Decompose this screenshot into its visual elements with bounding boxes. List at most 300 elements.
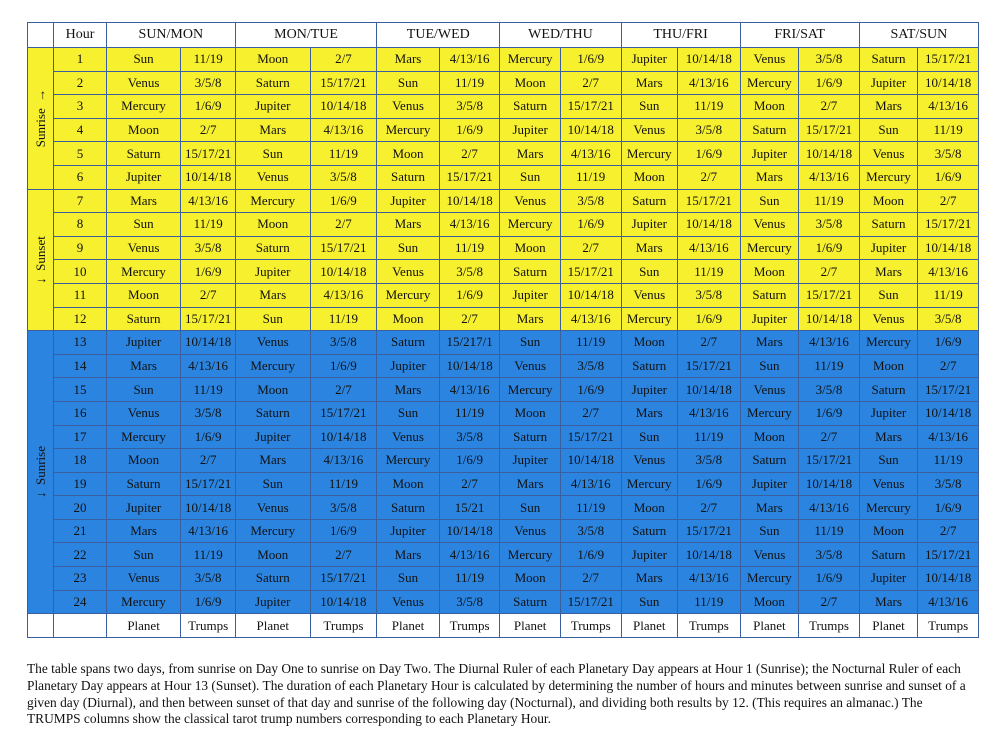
planet-cell: Moon (377, 472, 440, 496)
trumps-cell: 4/13/16 (678, 71, 741, 95)
planet-cell: Mars (235, 118, 310, 142)
day-header: SUN/MON (106, 23, 235, 48)
planet-cell: Jupiter (621, 48, 678, 72)
planet-cell: Sun (859, 283, 918, 307)
hour-cell: 4 (54, 118, 106, 142)
trumps-cell: 1/6/9 (439, 283, 500, 307)
planet-cell: Moon (859, 354, 918, 378)
planet-cell: Mars (377, 543, 440, 567)
planet-cell: Venus (859, 472, 918, 496)
planet-cell: Mercury (106, 95, 181, 119)
planet-cell: Mars (740, 331, 799, 355)
hour-cell: 13 (54, 331, 106, 355)
planet-cell: Sun (621, 425, 678, 449)
planet-cell: Mars (500, 307, 561, 331)
planet-cell: Mars (740, 165, 799, 189)
trumps-cell: 1/6/9 (181, 590, 236, 614)
trumps-cell: 10/14/18 (678, 213, 741, 237)
trumps-cell: 2/7 (310, 213, 377, 237)
planet-cell: Moon (377, 142, 440, 166)
trumps-cell: 10/14/18 (439, 354, 500, 378)
trumps-cell: 2/7 (310, 48, 377, 72)
planet-cell: Saturn (377, 331, 440, 355)
footer-row (28, 614, 979, 638)
table-row (28, 118, 979, 142)
table-row (28, 260, 979, 284)
planet-cell: Mars (377, 378, 440, 402)
planet-cell: Venus (235, 331, 310, 355)
trumps-cell: 15/17/21 (560, 260, 621, 284)
planet-cell: Mars (106, 354, 181, 378)
hour-cell: 23 (54, 567, 106, 591)
trumps-cell: 3/5/8 (799, 543, 860, 567)
trumps-cell: 2/7 (678, 496, 741, 520)
trumps-cell: 2/7 (918, 354, 979, 378)
planet-cell: Jupiter (859, 71, 918, 95)
trumps-cell: 11/19 (439, 401, 500, 425)
planet-cell: Sun (377, 567, 440, 591)
trumps-cell: 1/6/9 (181, 425, 236, 449)
planet-cell: Moon (621, 496, 678, 520)
trumps-cell: 3/5/8 (439, 590, 500, 614)
planet-cell: Mars (859, 590, 918, 614)
trumps-cell: 10/14/18 (799, 472, 860, 496)
planet-cell: Venus (106, 567, 181, 591)
planet-cell: Jupiter (235, 590, 310, 614)
trumps-cell: 3/5/8 (560, 354, 621, 378)
trumps-cell: 3/5/8 (799, 378, 860, 402)
table-row (28, 567, 979, 591)
trumps-cell: 1/6/9 (310, 519, 377, 543)
trumps-cell: 10/14/18 (181, 331, 236, 355)
trumps-cell: 2/7 (181, 283, 236, 307)
planet-cell: Saturn (859, 378, 918, 402)
planet-cell: Moon (235, 213, 310, 237)
side-label (33, 236, 49, 284)
trumps-cell: 4/13/16 (678, 567, 741, 591)
planet-cell: Jupiter (377, 519, 440, 543)
planet-cell: Jupiter (106, 165, 181, 189)
planet-cell: Venus (377, 590, 440, 614)
trumps-cell: 1/6/9 (799, 567, 860, 591)
footer-planet-label: Planet (235, 614, 310, 638)
trumps-cell: 1/6/9 (560, 378, 621, 402)
trumps-cell: 2/7 (181, 449, 236, 473)
trumps-cell: 1/6/9 (181, 95, 236, 119)
trumps-cell: 11/19 (181, 543, 236, 567)
trumps-cell: 4/13/16 (799, 496, 860, 520)
planet-cell: Venus (377, 425, 440, 449)
trumps-cell: 3/5/8 (678, 449, 741, 473)
footer-planet-label: Planet (377, 614, 440, 638)
arrow-icon: ↓ (32, 277, 48, 284)
hour-cell: 19 (54, 472, 106, 496)
trumps-cell: 1/6/9 (918, 496, 979, 520)
table-row (28, 307, 979, 331)
trumps-cell: 1/6/9 (439, 118, 500, 142)
planet-cell: Venus (859, 307, 918, 331)
planet-cell: Venus (500, 354, 561, 378)
planet-cell: Sun (106, 213, 181, 237)
trumps-cell: 10/14/18 (678, 378, 741, 402)
trumps-cell: 10/14/18 (181, 496, 236, 520)
hour-cell: 20 (54, 496, 106, 520)
planet-cell: Saturn (235, 71, 310, 95)
planet-cell: Venus (106, 71, 181, 95)
planet-cell: Mercury (235, 519, 310, 543)
planet-cell: Mars (621, 567, 678, 591)
trumps-cell: 11/19 (181, 378, 236, 402)
planet-cell: Saturn (859, 213, 918, 237)
planet-cell: Sun (235, 472, 310, 496)
table-row (28, 71, 979, 95)
trumps-cell: 11/19 (678, 590, 741, 614)
planet-cell: Sun (859, 449, 918, 473)
planet-cell: Jupiter (859, 567, 918, 591)
planet-cell: Venus (740, 213, 799, 237)
trumps-cell: 10/14/18 (918, 567, 979, 591)
planet-cell: Jupiter (106, 331, 181, 355)
planet-cell: Jupiter (621, 213, 678, 237)
trumps-cell: 15/17/21 (439, 165, 500, 189)
planet-cell: Saturn (621, 354, 678, 378)
planet-cell: Moon (500, 567, 561, 591)
planet-cell: Sun (500, 165, 561, 189)
trumps-cell: 2/7 (560, 71, 621, 95)
trumps-cell: 2/7 (918, 519, 979, 543)
trumps-cell: 15/17/21 (678, 189, 741, 213)
planet-cell: Saturn (106, 472, 181, 496)
planet-cell: Saturn (235, 236, 310, 260)
trumps-cell: 4/13/16 (439, 543, 500, 567)
trumps-cell: 11/19 (181, 213, 236, 237)
day-header: SAT/SUN (859, 23, 978, 48)
hour-cell: 3 (54, 95, 106, 119)
trumps-cell: 15/17/21 (560, 425, 621, 449)
trumps-cell: 11/19 (918, 449, 979, 473)
table-row (28, 331, 979, 355)
trumps-cell: 3/5/8 (799, 48, 860, 72)
trumps-cell: 11/19 (918, 118, 979, 142)
trumps-cell: 15/17/21 (310, 236, 377, 260)
trumps-cell: 4/13/16 (181, 354, 236, 378)
planet-cell: Venus (235, 496, 310, 520)
trumps-cell: 4/13/16 (560, 472, 621, 496)
trumps-cell: 11/19 (678, 260, 741, 284)
corner-cell (28, 23, 54, 48)
trumps-cell: 4/13/16 (181, 519, 236, 543)
trumps-cell: 3/5/8 (439, 95, 500, 119)
trumps-cell: 10/14/18 (799, 307, 860, 331)
trumps-cell: 2/7 (560, 236, 621, 260)
planet-cell: Venus (500, 189, 561, 213)
trumps-cell: 4/13/16 (560, 307, 621, 331)
table-row (28, 165, 979, 189)
planet-cell: Jupiter (500, 283, 561, 307)
trumps-cell: 11/19 (310, 142, 377, 166)
planetary-hours-table (27, 22, 979, 638)
trumps-cell: 10/14/18 (799, 142, 860, 166)
footer-planet-label: Planet (740, 614, 799, 638)
trumps-cell: 3/5/8 (560, 519, 621, 543)
planet-cell: Moon (621, 165, 678, 189)
hour-cell: 8 (54, 213, 106, 237)
trumps-cell: 11/19 (678, 425, 741, 449)
planet-cell: Jupiter (500, 449, 561, 473)
planet-cell: Venus (106, 236, 181, 260)
planet-cell: Mercury (621, 472, 678, 496)
planet-cell: Saturn (859, 543, 918, 567)
footer-hour-cell (54, 614, 106, 638)
trumps-cell: 10/14/18 (310, 260, 377, 284)
table-row (28, 354, 979, 378)
table-row (28, 236, 979, 260)
planet-cell: Sun (500, 496, 561, 520)
table-row (28, 189, 979, 213)
side-label (33, 89, 49, 148)
table-row (28, 283, 979, 307)
hour-cell: 16 (54, 401, 106, 425)
trumps-cell: 3/5/8 (310, 331, 377, 355)
trumps-cell: 3/5/8 (678, 283, 741, 307)
planet-cell: Mercury (106, 425, 181, 449)
planet-cell: Moon (859, 519, 918, 543)
trumps-cell: 4/13/16 (799, 165, 860, 189)
planet-cell: Saturn (500, 425, 561, 449)
planet-cell: Mercury (106, 590, 181, 614)
planet-cell: Mercury (235, 354, 310, 378)
arrow-icon: ↓ (32, 491, 48, 499)
hour-header: Hour (54, 23, 106, 48)
hour-cell: 5 (54, 142, 106, 166)
hour-cell: 17 (54, 425, 106, 449)
planet-cell: Mercury (377, 118, 440, 142)
hour-cell: 1 (54, 48, 106, 72)
planet-cell: Moon (740, 95, 799, 119)
planet-cell: Mars (377, 213, 440, 237)
trumps-cell: 10/14/18 (918, 401, 979, 425)
arrow-icon: → (32, 89, 48, 103)
trumps-cell: 1/6/9 (799, 71, 860, 95)
hour-cell: 10 (54, 260, 106, 284)
table-row (28, 496, 979, 520)
trumps-cell: 10/14/18 (310, 425, 377, 449)
trumps-cell: 10/14/18 (678, 543, 741, 567)
trumps-cell: 3/5/8 (678, 118, 741, 142)
planet-cell: Saturn (740, 118, 799, 142)
trumps-cell: 15/17/21 (799, 283, 860, 307)
trumps-cell: 15/17/21 (310, 71, 377, 95)
trumps-cell: 11/19 (310, 472, 377, 496)
trumps-cell: 2/7 (918, 189, 979, 213)
side-label-text: Sunrise (32, 446, 48, 486)
trumps-cell: 2/7 (678, 165, 741, 189)
table-row (28, 401, 979, 425)
planet-cell: Mercury (235, 189, 310, 213)
trumps-cell: 3/5/8 (181, 236, 236, 260)
hour-cell: 7 (54, 189, 106, 213)
trumps-cell: 15/17/21 (918, 543, 979, 567)
trumps-cell: 1/6/9 (181, 260, 236, 284)
trumps-cell: 10/14/18 (678, 48, 741, 72)
footer-trumps-label: Trumps (918, 614, 979, 638)
planet-cell: Sun (235, 307, 310, 331)
trumps-cell: 11/19 (560, 496, 621, 520)
table-row (28, 213, 979, 237)
trumps-cell: 2/7 (678, 331, 741, 355)
trumps-cell: 15/17/21 (799, 449, 860, 473)
trumps-cell: 10/14/18 (439, 519, 500, 543)
planet-cell: Mars (235, 449, 310, 473)
trumps-cell: 10/14/18 (918, 236, 979, 260)
footer-planet-label: Planet (859, 614, 918, 638)
trumps-cell: 1/6/9 (310, 189, 377, 213)
trumps-cell: 11/19 (799, 354, 860, 378)
footer-corner-cell (28, 614, 54, 638)
trumps-cell: 2/7 (560, 567, 621, 591)
planet-cell: Saturn (377, 165, 440, 189)
footer-planet-label: Planet (106, 614, 181, 638)
planet-cell: Jupiter (859, 401, 918, 425)
trumps-cell: 4/13/16 (678, 236, 741, 260)
trumps-cell: 3/5/8 (181, 401, 236, 425)
planet-cell: Saturn (235, 401, 310, 425)
table-row (28, 48, 979, 72)
trumps-cell: 15/17/21 (678, 519, 741, 543)
hour-cell: 14 (54, 354, 106, 378)
hour-cell: 15 (54, 378, 106, 402)
trumps-cell: 4/13/16 (918, 260, 979, 284)
planet-cell: Sun (859, 118, 918, 142)
planet-cell: Venus (740, 378, 799, 402)
planet-cell: Venus (377, 260, 440, 284)
planet-cell: Mercury (859, 165, 918, 189)
planet-cell: Moon (740, 590, 799, 614)
trumps-cell: 1/6/9 (799, 401, 860, 425)
planet-cell: Sun (377, 71, 440, 95)
planet-cell: Mars (235, 283, 310, 307)
hour-cell: 9 (54, 236, 106, 260)
planet-cell: Moon (740, 425, 799, 449)
footer-planet-label: Planet (500, 614, 561, 638)
trumps-cell: 15/17/21 (181, 142, 236, 166)
planet-cell: Saturn (500, 590, 561, 614)
table-row (28, 449, 979, 473)
planet-cell: Mars (859, 260, 918, 284)
planet-cell: Moon (377, 307, 440, 331)
trumps-cell: 2/7 (799, 425, 860, 449)
trumps-cell: 1/6/9 (918, 331, 979, 355)
planet-cell: Moon (235, 378, 310, 402)
table-caption: The table spans two days, from sunrise on Day One to sunrise on Day Two. The Diurnal Ruler of each Planetary Day appears at Hour 1 (Sunrise); the Nocturnal Ruler of each Planetary Day appears at Hour 13 (Sunset). The duration of each Planetary Hour is calculated by determining the number of hours and minutes between sunrise and sunset of a given day (Diurnal), and then between sunset of that day and sunrise of the following day (Nocturnal), and dividing both results by 12. (This requires an almanac.) The TRUMPS columns show the classical tarot trump numbers corresponding to each Planetary Hour. (27, 661, 966, 727)
planet-cell: Venus (377, 95, 440, 119)
trumps-cell: 3/5/8 (310, 165, 377, 189)
trumps-cell: 2/7 (181, 118, 236, 142)
trumps-cell: 11/19 (181, 48, 236, 72)
trumps-cell: 1/6/9 (799, 236, 860, 260)
planet-cell: Saturn (235, 567, 310, 591)
planet-cell: Jupiter (235, 260, 310, 284)
side-label (33, 446, 49, 498)
planet-cell: Sun (621, 95, 678, 119)
trumps-cell: 4/13/16 (310, 118, 377, 142)
planet-cell: Mars (859, 95, 918, 119)
trumps-cell: 10/14/18 (560, 118, 621, 142)
table-row (28, 378, 979, 402)
planet-cell: Jupiter (377, 189, 440, 213)
planet-cell: Mars (500, 142, 561, 166)
trumps-cell: 15/17/21 (918, 213, 979, 237)
planet-cell: Venus (621, 118, 678, 142)
trumps-cell: 3/5/8 (181, 71, 236, 95)
footer-trumps-label: Trumps (310, 614, 377, 638)
day-header: MON/TUE (235, 23, 376, 48)
planet-cell: Jupiter (740, 142, 799, 166)
planet-cell: Mercury (106, 260, 181, 284)
planet-cell: Sun (377, 236, 440, 260)
planet-cell: Saturn (740, 449, 799, 473)
day-header: FRI/SAT (740, 23, 859, 48)
planet-cell: Sun (235, 142, 310, 166)
trumps-cell: 4/13/16 (310, 449, 377, 473)
planet-cell: Mars (106, 189, 181, 213)
planet-cell: Jupiter (740, 307, 799, 331)
planet-cell: Venus (106, 401, 181, 425)
trumps-cell: 2/7 (439, 472, 500, 496)
planet-cell: Moon (235, 48, 310, 72)
planet-cell: Venus (621, 283, 678, 307)
day-header: TUE/WED (377, 23, 500, 48)
planet-cell: Jupiter (740, 472, 799, 496)
planet-cell: Moon (106, 449, 181, 473)
planet-cell: Venus (740, 48, 799, 72)
trumps-cell: 1/6/9 (678, 307, 741, 331)
trumps-cell: 15/17/21 (310, 567, 377, 591)
planet-cell: Mercury (740, 401, 799, 425)
trumps-cell: 3/5/8 (439, 425, 500, 449)
trumps-cell: 10/14/18 (918, 71, 979, 95)
hour-cell: 22 (54, 543, 106, 567)
planet-cell: Moon (500, 401, 561, 425)
trumps-cell: 4/13/16 (799, 331, 860, 355)
trumps-cell: 1/6/9 (560, 213, 621, 237)
table-row (28, 472, 979, 496)
trumps-cell: 15/17/21 (918, 378, 979, 402)
trumps-cell: 11/19 (560, 165, 621, 189)
planet-cell: Saturn (859, 48, 918, 72)
planet-cell: Moon (859, 189, 918, 213)
trumps-cell: 2/7 (439, 142, 500, 166)
footer-trumps-label: Trumps (560, 614, 621, 638)
header-row (28, 23, 979, 48)
planet-cell: Saturn (621, 519, 678, 543)
planet-cell: Mercury (740, 71, 799, 95)
planet-cell: Jupiter (621, 543, 678, 567)
planet-cell: Moon (500, 236, 561, 260)
trumps-cell: 11/19 (439, 567, 500, 591)
footer-planet-label: Planet (621, 614, 678, 638)
trumps-cell: 2/7 (310, 378, 377, 402)
trumps-cell: 4/13/16 (181, 189, 236, 213)
trumps-cell: 4/13/16 (918, 425, 979, 449)
trumps-cell: 3/5/8 (310, 496, 377, 520)
side-label-cell (28, 189, 54, 331)
trumps-cell: 1/6/9 (678, 472, 741, 496)
trumps-cell: 15/17/21 (310, 401, 377, 425)
trumps-cell: 3/5/8 (439, 260, 500, 284)
planet-cell: Saturn (500, 260, 561, 284)
trumps-cell: 11/19 (560, 331, 621, 355)
